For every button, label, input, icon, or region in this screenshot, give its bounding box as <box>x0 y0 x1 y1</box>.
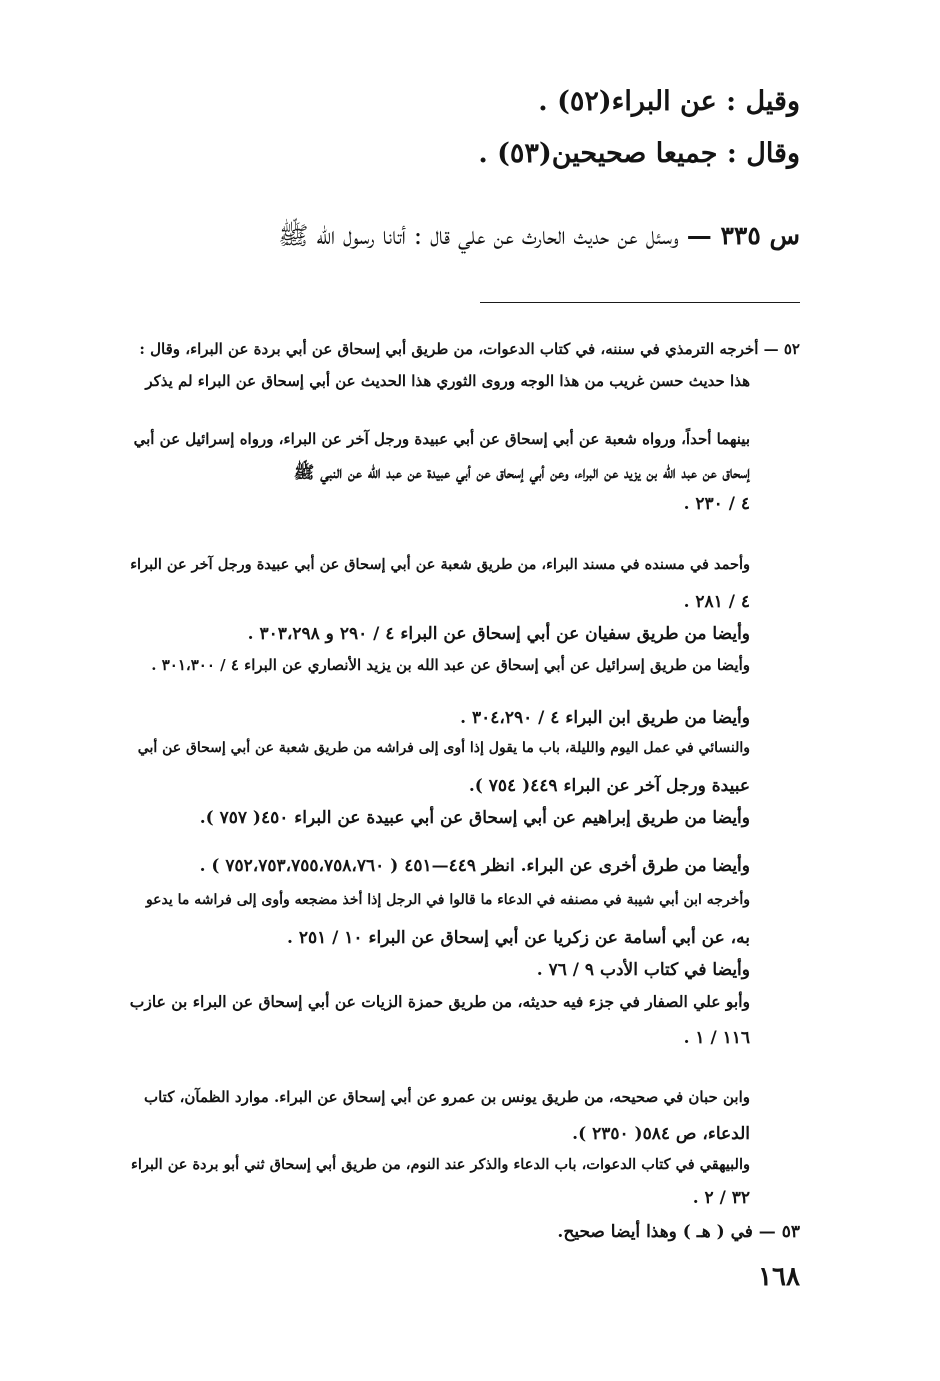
footnote-line: وابن حبان في صحيحه، من طريق يونس بن عمرو عن أبي إسحاق عن البراء. موارد الظمآن، كتاب <box>143 1088 750 1106</box>
footnote-line: بينهما أحداً، ورواه شعبة عن أبي إسحاق عن أبي عبيدة ورجل آخر عن البراء، ورواه إسرائيل عن أبي <box>133 430 750 448</box>
footnote-line: وأخرجه ابن أبي شيبة في مصنفه في الدعاء ما قالوا في الرجل إذا أخذ مضجعه وأوى إلى فراشه ما يدعو <box>145 892 750 908</box>
page-number: ١٦٨ <box>758 1262 800 1292</box>
footnote-line: ٣٢ / ٢ . <box>692 1188 750 1208</box>
footnote-line: ٥٢ — أخرجه الترمذي في سننه، في كتاب الدعوات، من طريق أبي إسحاق عن أبي بردة عن البراء، وقال : <box>139 340 800 358</box>
footnote-line: إسحاق عن عبد الله بن يزيد عن البراء، وعن أبي إسحاق عن أبي عبيدة عن عبد الله عن النبي ﷺ <box>293 463 750 483</box>
footnote-separator <box>480 302 800 303</box>
question-number: س ٣٣٥ — <box>686 221 800 250</box>
footnote-line: ٤ / ٢٨١ . <box>683 592 750 612</box>
footnote-line: عبيدة ورجل آخر عن البراء ٤٤٩( ٧٥٤ ). <box>468 776 750 796</box>
main-text-line-1: وقيل : عن البراء(٥٢) . <box>538 86 800 117</box>
footnote-line: وأيضا من طريق إسرائيل عن أبي إسحاق عن عبد الله بن يزيد الأنصاري عن البراء ٤ / ٣٠١،٣٠٠ . <box>151 656 750 674</box>
footnote-line: وأيضا من طريق سفيان عن أبي إسحاق عن البراء ٤ / ٢٩٠ و ٣٠٣،٢٩٨ . <box>247 624 750 644</box>
footnote-line: والبيهقي في كتاب الدعوات، باب الدعاء والذكر عند النوم، من طريق أبي إسحاق ثني أبو بردة عن البراء <box>131 1156 750 1173</box>
footnote-line: والنسائي في عمل اليوم والليلة، باب ما يقول إذا أوى إلى فراشه من طريق شعبة عن أبي إسحاق عن أبي <box>137 740 750 756</box>
question-text: وسئل عن حديث الحارث عن علي قال : أتانا رسول الله ﷺ <box>278 221 687 250</box>
footnote-line: ٤ / ٢٣٠ . <box>683 494 750 514</box>
footnote-line: وأيضا من طرق أخرى عن البراء. انظر ٤٤٩—٤٥١ ( ٧٥٢،٧٥٣،٧٥٥،٧٥٨،٧٦٠ ) . <box>199 856 750 876</box>
footnote-line: وأيضا من طريق ابن البراء ٤ / ٣٠٤،٢٩٠ . <box>460 708 750 728</box>
footnote-line: وأبو علي الصفار في جزء فيه حديثه، من طريق حمزة الزيات عن أبي إسحاق عن البراء بن عازب <box>129 992 750 1011</box>
footnote-line: الدعاء، ص ٥٨٤( ٢٣٥٠ ). <box>572 1124 750 1144</box>
footnote-line: وأيضا من طريق إبراهيم عن أبي إسحاق عن أبي عبيدة عن البراء ٤٥٠( ٧٥٧ ). <box>199 808 750 828</box>
main-text-line-2: وقال : جميعا صحيحين(٥٣) . <box>478 138 800 169</box>
footnote-line: وأيضا في كتاب الأدب ٩ / ٧٦ . <box>536 960 750 980</box>
footnote-line: هذا حديث حسن غريب من هذا الوجه وروى الثوري هذا الحديث عن أبي إسحاق عن البراء لم يذكر <box>145 372 750 390</box>
footnote-line: ١١٦ / ١ . <box>683 1028 750 1048</box>
footnote-line: به، عن أبي أسامة عن زكريا عن أبي إسحاق عن البراء ١٠ / ٢٥١ . <box>287 928 750 948</box>
footnote-line: ٥٣ — في ( هـ ) وهذا أيضا صحيح. <box>557 1222 800 1242</box>
question-heading <box>140 220 800 257</box>
footnote-line: وأحمد في مسنده في مسند البراء، من طريق شعبة عن أبي إسحاق عن أبي عبيدة ورجل آخر عن البراء <box>130 556 750 573</box>
